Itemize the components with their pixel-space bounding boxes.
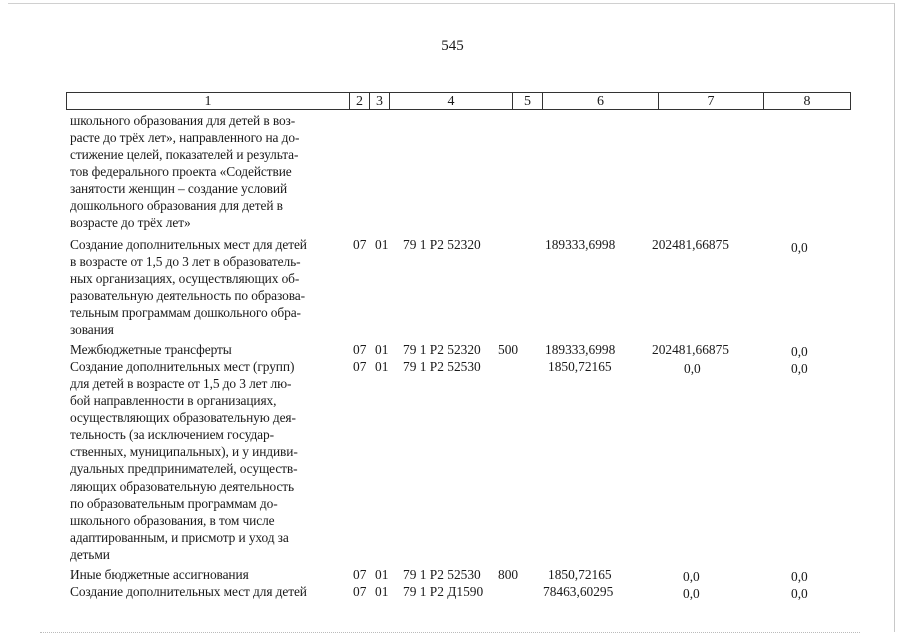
header-col-8: 8 (803, 94, 811, 109)
row-text-line: расте до трёх лет», направленного на до- (70, 130, 300, 145)
row-text-line: детьми (70, 547, 110, 562)
row-label: Межбюджетные трансферты (70, 342, 232, 357)
cell-subsection: 01 (375, 359, 389, 374)
row-text-line: школьного образования, в том числе (70, 513, 275, 528)
table-header-row (66, 92, 851, 110)
header-col-7: 7 (659, 93, 764, 109)
row-text-line: ственных, муниципальных), и у индиви- (70, 444, 298, 459)
cell-amount-col7: 0,0 (683, 569, 700, 584)
cell-section: 07 (353, 359, 367, 374)
cell-subsection: 01 (375, 342, 389, 357)
cell-subsection: 01 (375, 567, 389, 582)
row-text-line: стижение целей, показателей и результа- (70, 147, 299, 162)
cell-amount-col6: 189333,6998 (545, 237, 616, 252)
cell-amount-col8: 0,0 (791, 344, 808, 359)
cell-target-article: 79 1 Р2 52530 (403, 567, 481, 582)
cell-section: 07 (353, 567, 367, 582)
row-text-line: адаптированным, и присмотр и уход за (70, 530, 289, 545)
row-text-line: тов федерального проекта «Содействие (70, 164, 292, 179)
cell-amount-col7: 0,0 (683, 586, 700, 601)
row-text-line: в возрасте от 1,5 до 3 лет в образователь- (70, 254, 301, 269)
scan-edge (40, 632, 860, 633)
cell-amount-col6: 189333,6998 (545, 342, 616, 357)
cell-target-article: 79 1 Р2 52530 (403, 359, 481, 374)
cell-expense-type: 800 (498, 567, 519, 582)
header-col-6: 6 (543, 93, 659, 109)
row-text-line: по образовательным программам до- (70, 496, 278, 511)
cell-section: 07 (353, 584, 367, 599)
row-text-line: занятости женщин – создание условий (70, 181, 288, 196)
header-col-1: 1 (67, 93, 350, 109)
header-col-5: 5 (513, 93, 543, 109)
row-label: Создание дополнительных мест для детей (70, 584, 307, 599)
cell-amount-col7: 0,0 (684, 361, 701, 376)
header-col-2: 2 (350, 93, 370, 109)
row-label: Иные бюджетные ассигнования (70, 567, 249, 582)
cell-subsection: 01 (375, 237, 389, 252)
row-text-line: тельным программам дошкольного обра- (70, 305, 301, 320)
row-text-line: Создание дополнительных мест (групп) (70, 359, 295, 374)
row-text-line: тельность (за исключением государ- (70, 427, 274, 442)
row-text-line: разовательную деятельность по образова- (70, 288, 305, 303)
header-col-3: 3 (370, 93, 390, 109)
row-text-line: зования (70, 322, 114, 337)
row-text-line: школьного образования для детей в воз- (70, 113, 296, 128)
cell-section: 07 (353, 342, 367, 357)
row-text-line: дошкольного образования для детей в (70, 198, 283, 213)
row-text-line: возрасте до трёх лет» (70, 215, 191, 230)
page-number: 545 (441, 38, 464, 54)
row-text-line: Создание дополнительных мест для детей (70, 237, 307, 252)
row-text-line: ляющих образовательную деятельность (70, 479, 295, 494)
cell-section: 07 (353, 237, 367, 252)
cell-amount-col8: 0,0 (791, 586, 808, 601)
cell-amount-col8: 0,0 (791, 569, 808, 584)
cell-target-article: 79 1 Р2 Д1590 (403, 584, 484, 599)
cell-amount-col6: 78463,60295 (543, 584, 614, 599)
cell-amount-col7: 202481,66875 (652, 342, 729, 357)
row-text-line: осуществляющих образовательную дея- (70, 410, 296, 425)
cell-target-article: 79 1 Р2 52320 (403, 342, 481, 357)
cell-amount-col8: 0,0 (791, 240, 808, 255)
cell-expense-type: 500 (498, 342, 519, 357)
cell-subsection: 01 (375, 584, 389, 599)
cell-target-article: 79 1 Р2 52320 (403, 237, 481, 252)
row-text-line: для детей в возрасте от 1,5 до 3 лет лю- (70, 376, 292, 391)
cell-amount-col8: 0,0 (791, 361, 808, 376)
row-text-line: ных организациях, осуществляющих об- (70, 271, 300, 286)
cell-amount-col6: 1850,72165 (548, 567, 612, 582)
row-text-line: бой направленности в организациях, (70, 393, 277, 408)
header-col-4: 4 (390, 93, 513, 109)
cell-amount-col7: 202481,66875 (652, 237, 729, 252)
cell-amount-col6: 1850,72165 (548, 359, 612, 374)
row-text-line: дуальных предпринимателей, осуществ- (70, 461, 298, 476)
